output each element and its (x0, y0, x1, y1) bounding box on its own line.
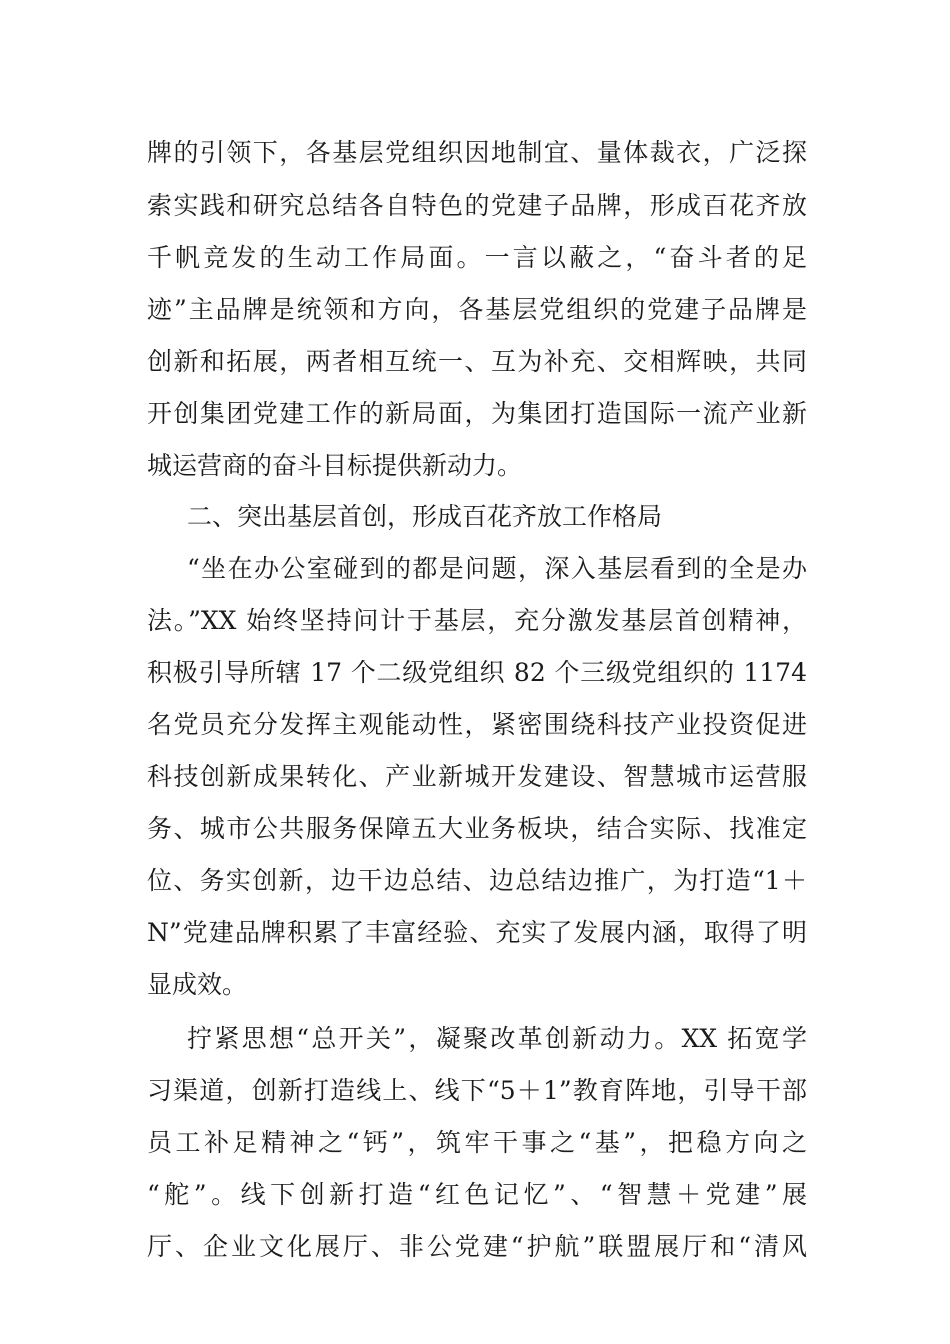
paragraph-line: N”党建品牌积累了丰富经验、充实了发展内涵，取得了明 (147, 918, 807, 947)
paragraph-line: 务、城市公共服务保障五大业务板块，结合实际、找准定 (147, 814, 807, 843)
paragraph-line: 法。”XX 始终坚持问计于基层，充分激发基层首创精神， (147, 606, 807, 635)
paragraph-line: 积极引导所辖 17 个二级党组织 82 个三级党组织的 1174 (147, 658, 807, 687)
paragraph-line: 习渠道，创新打造线上、线下“5＋1”教育阵地，引导干部 (147, 1076, 807, 1105)
paragraph-line: 员工补足精神之“钙”，筑牢干事之“基”，把稳方向之 (147, 1128, 807, 1157)
paragraph-line: 城运营商的奋斗目标提供新动力。 (147, 451, 523, 480)
paragraph-line: 厅、企业文化展厅、非公党建“护航”联盟展厅和“清风 (147, 1232, 807, 1261)
paragraph-line: 千帆竞发的生动工作局面。一言以蔽之，“奋斗者的足 (147, 243, 807, 272)
paragraph-line: 显成效。 (147, 970, 248, 999)
paragraph-line: 创新和拓展，两者相互统一、互为补充、交相辉映，共同 (147, 347, 807, 376)
paragraph-line: 开创集团党建工作的新局面，为集团打造国际一流产业新 (147, 399, 807, 428)
section-heading: 二、突出基层首创，形成百花齐放工作格局 (187, 502, 663, 531)
paragraph-line: “舵”。线下创新打造“红色记忆”、“智慧＋党建”展 (147, 1180, 807, 1209)
paragraph-line: 牌的引领下，各基层党组织因地制宜、量体裁衣，广泛探 (147, 138, 807, 167)
paragraph-line: 迹”主品牌是统领和方向，各基层党组织的党建子品牌是 (147, 295, 807, 324)
paragraph-line: 科技创新成果转化、产业新城开发建设、智慧城市运营服 (147, 762, 807, 791)
paragraph-line: 索实践和研究总结各自特色的党建子品牌，形成百花齐放 (147, 191, 807, 220)
paragraph-line: 拧紧思想“总开关”，凝聚改革创新动力。XX 拓宽学 (187, 1024, 807, 1053)
paragraph-line: “坐在办公室碰到的都是问题，深入基层看到的全是办 (187, 554, 807, 583)
paragraph-line: 位、务实创新，边干边总结、边总结边推广，为打造“1＋ (147, 866, 807, 895)
paragraph-line: 名党员充分发挥主观能动性，紧密围绕科技产业投资促进 (147, 710, 807, 739)
